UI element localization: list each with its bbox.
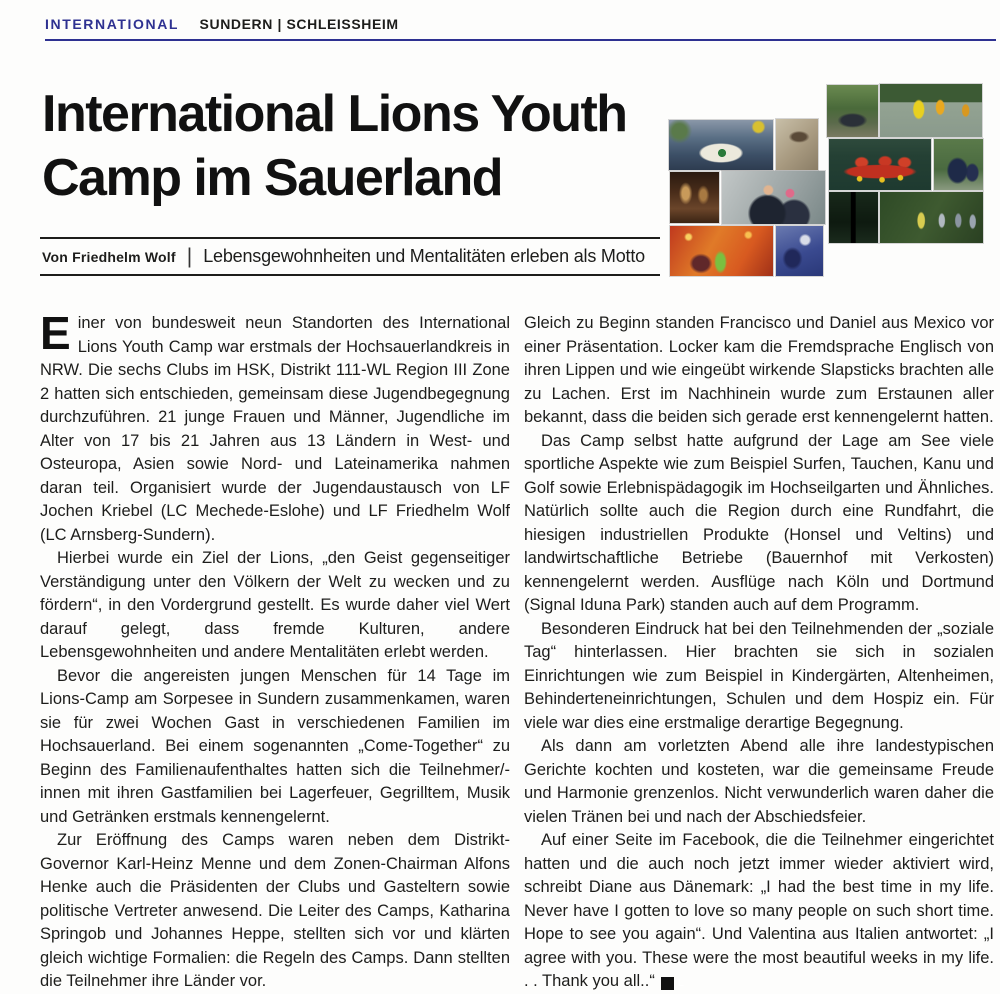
photo-wetsuit-group [934,139,983,190]
paragraph: Zur Eröffnung des Camps waren neben dem Distrikt-Governor Karl-Heinz Menne und dem Zonen-Chairman Alfons Henke auch die Präsidenten der Clubs und Gasteltern sowie politische Vertreter anwesend. Die Leiter des Camps, Katharina Springob und Johannes Heppe, stellten sich vor und klärten gleich wichtige Formalien: die Regeln des Camps. Dann stellten die Teilnehmer ihre Länder vor. [40,831,510,990]
article-body [40,307,994,994]
section-header [45,16,996,41]
paragraph: Als dann am vorletzten Abend alle ihre landestypischen Gerichte kochten und kosteten, war die gemeinsame Freude und Harmonie grenzenlos. Nicht verwunderlich waren daher die vielen Tränen bei und nach der Abschiedsfeier. [524,737,994,826]
photo-forest-hike [827,85,878,137]
paragraph-text: Auf einer Seite im Facebook, die die Teilnehmer eingerichtet hatten und die auch noch jetzt immer wieder aktiviert wird, schreibt Diane aus Dänemark: „I had the best time in my life. Never have I gotten to love so many people on such short time. Hope to see you again“. Und Valentina aus Italien antwortet: „I agree with you. These were the most beautiful weeks in my life. . . Thank you all..“ [524,831,994,990]
byline [40,237,660,276]
photo-participants-in-blue [776,226,823,276]
byline-separator: | [186,244,193,268]
drop-cap: E [40,307,71,359]
photo-windsurfing-on-lake [880,84,982,137]
paragraph: Hierbei wurde ein Ziel der Lions, „den Geist gegenseitiger Verständigung unter den Völkern der Welt zu wecken und zu fördern“, in den Vordergrund gestellt. Es wurde daher viel Wert darauf gelegt, dass fremde Kulturen, andere Lebensgewohnheiten und andere Mentalitäten erlebt werden. [40,549,510,661]
article-title [42,82,627,210]
photo-archery [880,192,983,243]
lions-end-mark-icon: L [661,977,674,990]
paragraph: Gleich zu Beginn standen Francisco und Daniel aus Mexico vor einer Präsentation. Locker kam die Fremdsprache Englisch von ihren Lippen und wie eingeübt wirkende Slapsticks brachten alle zu Lachen. Erst im Nachhinein wurde zum Erstaunen aller bekannt, dass die beiden sich gerade erst kennengelernt hatten. [524,314,994,426]
paragraph-text: iner von bundesweit neun Standorten des International Lions Youth Camp war erstmals der Hochsauerlandkreis in NRW. Die sechs Clubs im HSK, Distrikt 111-WL Region III Zone 2 hatten sich entschieden, gemeinsam diese Jugendbegegnung durchzuführen. 21 junge Frauen und Männer, Jugendliche im Alter von 17 bis 21 Jahren aus 13 Ländern in West- und Osteuropa, Asien sowie Nord- und Lateinamerika nahmen daran teil. Organisiert wurde der Jugendaustausch von LF Jochen Kriebel (LC Mechede-Eslohe) und LF Friedhelm Wolf (LC Arnsberg-Sundern). [40,314,510,544]
photo-building-wall-detail [776,119,818,170]
photo-church-interior [670,172,719,223]
photo-evening-party [670,226,773,276]
photo-high-ropes-course [829,192,878,243]
byline-motto: Lebensgewohnheiten und Mentalitäten erleben als Motto [203,246,645,266]
photo-collage [660,80,990,280]
paragraph: Das Camp selbst hatte aufgrund der Lage am See viele sportliche Aspekte wie zum Beispiel Surfen, Tauchen, Kanu und Golf sowie Erlebnispädagogik im Hochseilgarten und Ähnliches. Natürlich sollte auch die Region durch eine Rundfahrt, die hiesigen industriellen Produkte (Honsel und Veltins) und landwirtschaftliche Betriebe (Bauernhof mit Verkosten) kennengelernt werden. Ausflüge nach Köln und Dortmund (Signal Iduna Park) standen auch auf dem Programm. [524,431,994,614]
photo-group-with-lions-banner [669,120,773,170]
paragraph: Bevor die angereisten jungen Menschen für 14 Tage im Lions-Camp am Sorpesee in Sundern zusammenkamen, waren sie für zwei Wochen Gast in verschiedenen Familien im Hochsauerland. Bei einem sogenannten „Come-Together“ zu Beginn des Familienaufenthaltes hatten sich die Teilnehmer/-innen mit ihren Gastfamilien bei Lagerfeuer, Gegrilltem, Musik und Getränken erstmals kennengelernt. [40,666,510,826]
article-title-line2: Camp im Sauerland [42,149,502,207]
right-column [524,312,994,994]
left-column [40,307,510,994]
photo-canoe-tour [829,139,931,190]
section-label: INTERNATIONAL [45,16,180,32]
article-title-line1: International Lions Youth [42,85,627,143]
subsection-label: SUNDERN | SCHLEISSHEIM [199,16,399,32]
paragraph [40,307,510,547]
photo-two-participants-portrait [722,171,825,224]
paragraph: Besonderen Eindruck hat bei den Teilnehmenden der „soziale Tag“ hinterlassen. Hier brachten sie sich in sozialen Einrichtungen wie zum Beispiel in Kindergärten, Altenheimen, Behinderteneinrichtungen, Schulen und dem Hospiz ein. Für viele war dies eine erstmalige derartige Begegnung. [524,619,994,732]
byline-author: Von Friedhelm Wolf [42,248,176,265]
paragraph [524,829,994,994]
